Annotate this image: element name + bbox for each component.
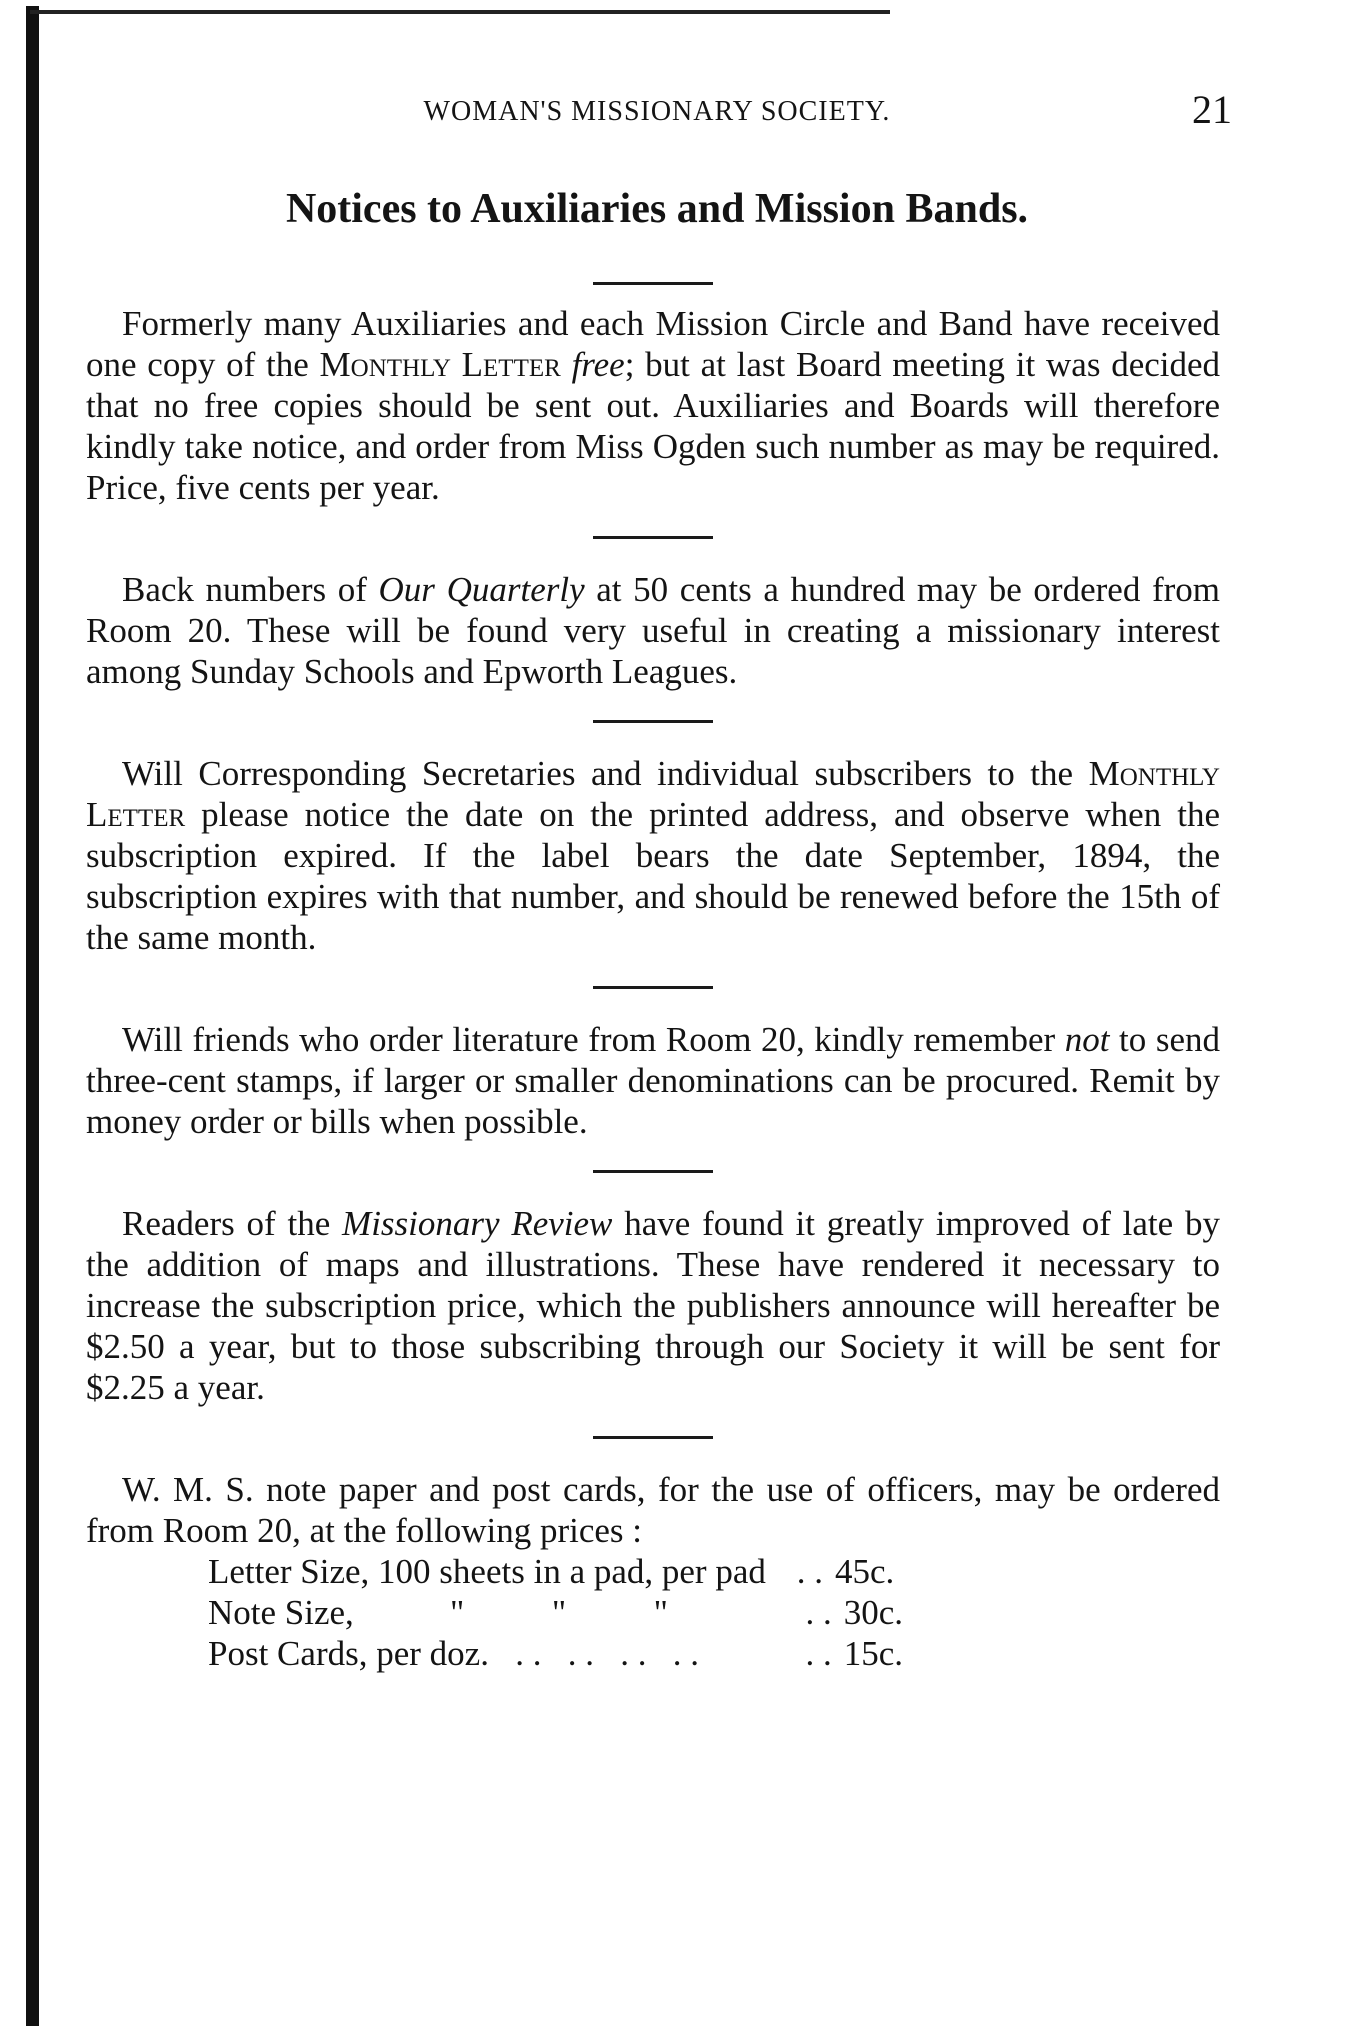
page-binding-edge (26, 6, 39, 2026)
monthly-letter-title: Monthly Letter (319, 345, 561, 384)
price-value: 15c. (843, 1634, 904, 1673)
notice-back-numbers: Back numbers of Our Quarterly at 50 cents a hundred may be ordered from Room 20. These will be found very useful in creating a missionary interest among Sunday Schools and Epworth Leagues. (86, 570, 1220, 691)
price-row-letter (208, 1551, 1220, 1592)
not-emphasis: not (1064, 1020, 1110, 1059)
top-rule (30, 10, 890, 14)
missionary-review-title: Missionary Review (342, 1204, 613, 1243)
price-leader: . . (788, 1552, 823, 1591)
notice-subscription-date: Will Corresponding Secretaries and individual subscribers to the Monthly Letter please notice the date on the printed address, and observe when the subscription expired. If the label bears the date September, 1894, the subscription expires with that number, and should be renewed before the 15th of the same month. (86, 754, 1220, 957)
notice-free-copies: Formerly many Auxiliaries and each Mission Circle and Band have received one copy of the Monthly Letter free; but at last Board meeting it was decided that no free copies should be sent out. Auxiliaries and Boards will therefore kindly take notice, and order from Miss Ogden such number as may be required. Price, five cents per year. (86, 304, 1221, 507)
page-number: 21 (1192, 87, 1232, 132)
section-divider (593, 986, 713, 989)
page-header (80, 87, 1234, 132)
section-divider (593, 1436, 713, 1439)
price-list (208, 1551, 1220, 1674)
section-divider (593, 536, 713, 539)
price-leader: . . (788, 1634, 832, 1673)
section-divider (593, 1170, 713, 1173)
notice-stamps: Will friends who order literature from Room 20, kindly remember not to send three-cent stamps, if larger or smaller denominations can be procured. Remit by money order or bills when possible. (86, 1020, 1220, 1141)
price-item: Letter Size, 100 sheets in a pad, per pad (208, 1552, 766, 1591)
notice-note-paper: W. M. S. note paper and post cards, for the use of officers, may be ordered from Room 20, at the following prices : (86, 1470, 1220, 1550)
price-row-post-cards (208, 1633, 1220, 1674)
section-divider (593, 282, 713, 285)
price-item: Note Size, " " " (208, 1593, 668, 1632)
section-divider (593, 720, 713, 723)
price-leader: . . (788, 1593, 832, 1632)
price-item: Post Cards, per doz. . . . . . . . . (208, 1634, 699, 1673)
notices-body (86, 282, 1220, 1674)
running-head: WOMAN'S MISSIONARY SOCIETY. (423, 96, 891, 127)
price-value: 45c. (835, 1552, 895, 1591)
free-emphasis: free (571, 345, 625, 384)
price-row-note (208, 1592, 1220, 1633)
monthly-letter-title: Monthly Letter (86, 754, 1220, 834)
our-quarterly-title: Our Quarterly (378, 570, 585, 609)
page-title: Notices to Auxiliaries and Mission Bands. (285, 186, 1029, 232)
price-value: 30c. (843, 1593, 904, 1632)
notice-missionary-review: Readers of the Missionary Review have found it greatly improved of late by the addition of maps and illustrations. These have rendered it necessary to increase the subscription price, which the publishers announce will hereafter be $2.50 a year, but to those subscribing through our Society it will be sent for $2.25 a year. (86, 1204, 1220, 1407)
